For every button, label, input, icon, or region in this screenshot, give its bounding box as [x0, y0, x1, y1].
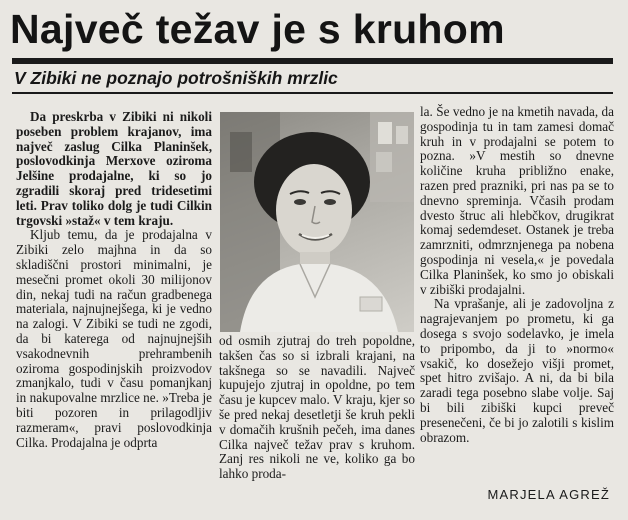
article-column-3 [420, 105, 614, 445]
headline: Največ težav je s kruhom [10, 6, 505, 52]
headline-rule [12, 58, 613, 64]
portrait-illustration [220, 112, 414, 332]
subheadline: V Zibiki ne poznajo potrošniških mrzlic [14, 68, 338, 88]
subheadline-rule [12, 92, 613, 94]
article-column-2 [219, 334, 415, 482]
body-paragraph-2: od osmih zjutraj do treh popoldne, takšen čas so si izbrali krajani, na takšnega so se navadili. Največ kupujejo zjutraj in opoldne, po tem času je kupcev malo. V kraju, kjer so še pred nekaj desetletji še kruh pekli v domačih krušnih pečeh, ima danes Cilka največ težav prav s kruhom. Zanj res nikoli ne ve, koliko ga bo lahko proda- [219, 333, 415, 482]
body-paragraph-3: la. Še vedno je na kmetih navada, da gospodinja tu in tam zamesi domač kruh in v prodajalni se potem to pozna. »V mestih so dnevne količine kruha približno enake, razen pred prazniki, pri nas pa se to dnevno spreminja. Včasih prodam dvesto štruc ali hlebčkov, drugikrat komaj sedemdeset. Ostanek je treba zamrzniti, odmrznjenega pa nobena gospodinja ni vesela,« je povedala Cilka Planinšek, ko smo jo obiskali v zibiški prodajalni. [420, 104, 614, 297]
lead-paragraph: Da preskrba v Zibiki ni nikoli poseben problem krajanov, ima največ zaslug Cilka Planinšek, poslovodkinja Merxove oziroma Jelšine prodajalne, ki so jo zgradili skoraj pred tridesetimi leti. Prav toliko dolg je tudi Cilkin trgovski »staž« v tem kraju. [16, 109, 212, 228]
body-paragraph-4: Na vprašanje, ali je zadovoljna z nagrajevanjem po prometu, ki ga dosega s svojo sodelavko, je imela to pripombo, da ji to »normo« vsakič, ko dosežejo višji promet, spet hitro zvišajo. A ni, da bi bila zaradi tega posebno slabe volje. Saj bi bili zibiški kupci preveč presenečeni, če bi jo zalotili s kislim obrazom. [420, 296, 614, 445]
author-byline: MARJELA AGREŽ [487, 487, 610, 502]
portrait-photo [220, 112, 414, 332]
body-paragraph-1: Kljub temu, da je prodajalna v Zibiki zelo majhna in da so skladiščni prostori minimalni, je mesečni promet okoli 30 milijonov din, nekaj tudi na račun gradbenega materiala, najnujnejšega, ki je vedno na zalogi. V Zibiki se tudi ne zgodi, da bi katerega od najnujnejših vsakodnevnih prehrambenih oziroma gospodinjskih proizvodov zmanjkalo, tudi v času pomanjkanj in nakupovalne mrzlice ne. »Treba je biti pozoren in prilagodljiv razmeram«, pravi poslovodkinja Cilka. Prodajalna je odprta [16, 227, 212, 450]
article-column-1 [16, 110, 212, 450]
